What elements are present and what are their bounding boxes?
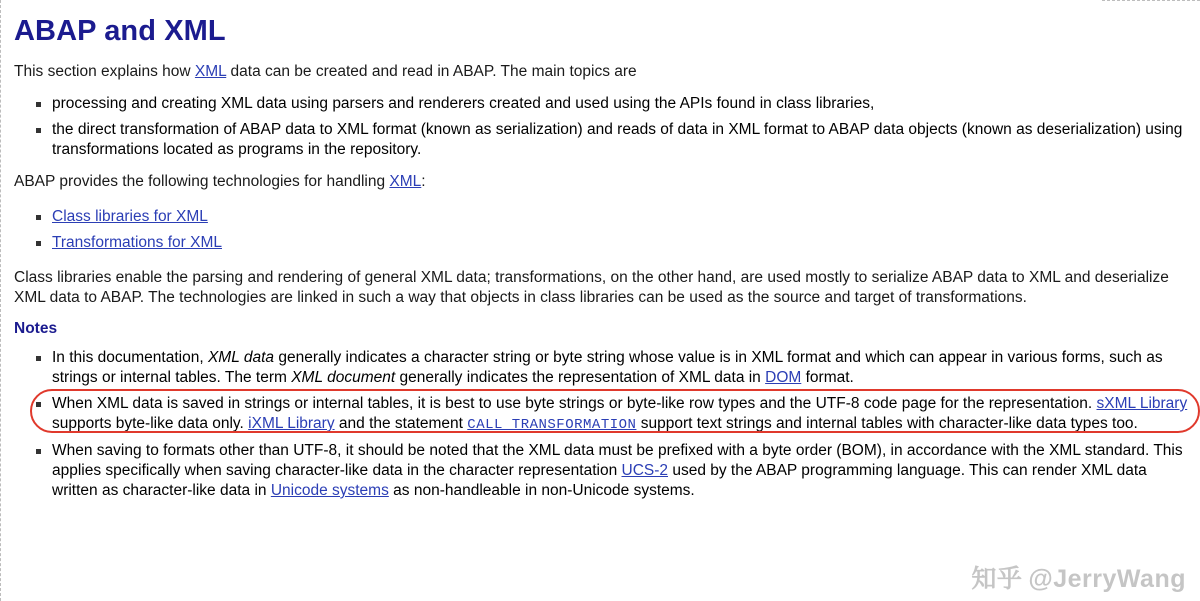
intro-text-after: data can be created and read in ABAP. The main topics are bbox=[226, 63, 637, 80]
list-item: the direct transformation of ABAP data to XML format (known as serialization) and reads of data in XML format to ABAP data objects (known as deserialization) using transformations located as programs in the repository. bbox=[52, 120, 1190, 160]
technologies-text-before: ABAP provides the following technologies for handling bbox=[14, 173, 390, 190]
note2-text-2: supports byte-like data only. bbox=[52, 415, 249, 432]
list-item: processing and creating XML data using parsers and renderers created and used using the APIs found in class libraries, bbox=[52, 94, 1190, 114]
list-item bbox=[52, 204, 1190, 230]
list-item bbox=[52, 441, 1190, 501]
link-xml-technologies[interactable]: XML bbox=[389, 173, 422, 190]
note3-text-1: When saving to formats other than UTF-8, it should be noted that the XML data must be prefixed with a byte order (BOM), in accordance with the XML standard. This applies specifically when saving character-like data in the character representation bbox=[52, 442, 1183, 479]
list-item bbox=[52, 394, 1190, 435]
link-ucs-2[interactable]: UCS-2 bbox=[621, 462, 669, 479]
link-sxml-library[interactable]: sXML Library bbox=[1096, 395, 1188, 412]
link-ixml-library[interactable]: iXML Library bbox=[248, 415, 335, 432]
note2-text-4: support text strings and internal tables with character-like data types too. bbox=[636, 415, 1138, 432]
notes-heading: Notes bbox=[14, 320, 58, 337]
note1-emphasis-2: XML document bbox=[291, 369, 396, 386]
link-call-transformation[interactable]: CALL TRANSFORMATION bbox=[467, 417, 637, 433]
page-top-edge bbox=[1102, 0, 1200, 2]
link-dom[interactable]: DOM bbox=[765, 369, 802, 386]
note1-text-2: generally indicates a character string or byte string whose value is in XML format and which can appear in various forms, such as strings or internal tables. The term bbox=[52, 349, 1163, 386]
list-item bbox=[52, 348, 1190, 388]
watermark bbox=[971, 559, 1186, 595]
link-unicode-systems[interactable]: Unicode systems bbox=[270, 482, 389, 499]
note3-text-3: as non-handleable in non-Unicode systems. bbox=[388, 482, 695, 499]
watermark-handle: @JerryWang bbox=[1028, 565, 1186, 593]
summary-paragraph: Class libraries enable the parsing and rendering of general XML data; transformations, on the other hand, are used mostly to serialize ABAP data to XML and deserialize XML data to ABAP. The technologies are linked in such a way that objects in class libraries can be used as the source and target of transformations. bbox=[14, 269, 1169, 306]
note1-text-1: In this documentation, bbox=[52, 349, 208, 366]
page-title: ABAP and XML bbox=[14, 15, 226, 47]
intro-text-before: This section explains how bbox=[14, 63, 195, 80]
intro-bullet-list bbox=[14, 94, 1190, 160]
note2-text-3: and the statement bbox=[334, 415, 468, 432]
technologies-paragraph bbox=[14, 172, 1190, 192]
note3-text-2: used by the ABAP programming language. This can render XML data written as character-like data in bbox=[52, 462, 1147, 499]
note1-text-4: format. bbox=[801, 369, 854, 386]
notes-list bbox=[14, 348, 1190, 501]
note1-emphasis-1: XML data bbox=[207, 349, 275, 366]
technology-link-list bbox=[14, 204, 1190, 256]
link-transformations-for-xml[interactable]: Transformations for XML bbox=[52, 234, 222, 251]
intro-paragraph bbox=[14, 62, 1190, 82]
list-item bbox=[52, 230, 1190, 256]
page-left-edge bbox=[0, 0, 2, 601]
note1-text-3: generally indicates the representation of XML data in bbox=[395, 369, 766, 386]
link-xml-intro[interactable]: XML bbox=[194, 63, 227, 80]
watermark-zhihu: 知乎 bbox=[971, 565, 1023, 593]
link-class-libraries-for-xml[interactable]: Class libraries for XML bbox=[52, 208, 208, 225]
technologies-text-after: : bbox=[421, 173, 426, 190]
note2-text-1: When XML data is saved in strings or internal tables, it is best to use byte strings or byte-like row types and the UTF-8 code page for the representation. bbox=[52, 395, 1097, 412]
